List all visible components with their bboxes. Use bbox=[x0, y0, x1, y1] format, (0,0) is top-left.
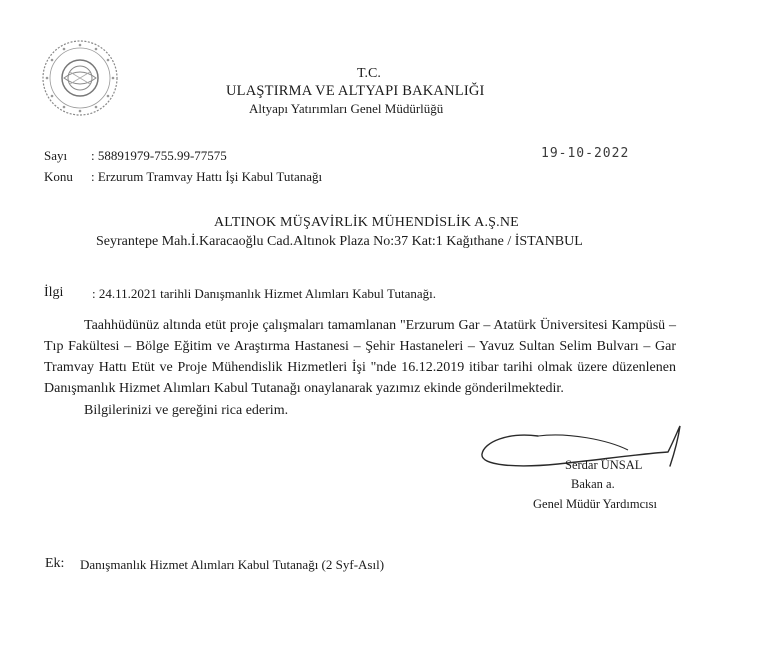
recipient-name: ALTINOK MÜŞAVİRLİK MÜHENDİSLİK A.Ş.NE bbox=[214, 215, 519, 230]
ministry-seal-icon bbox=[40, 38, 120, 118]
ilgi-label: İlgi bbox=[44, 285, 64, 300]
closing-line: Bilgilerinizi ve gereğini rica ederim. bbox=[84, 403, 289, 418]
ministry-title: ULAŞTIRMA VE ALTYAPI BAKANLIĞI bbox=[226, 83, 485, 99]
directorate-title: Altyapı Yatırımları Genel Müdürlüğü bbox=[249, 101, 444, 116]
attachment-label: Ek: bbox=[45, 556, 65, 571]
recipient-address: Seyrantepe Mah.İ.Karacaoğlu Cad.Altınok Plaza No:37 Kat:1 Kağıthane / İSTANBUL bbox=[96, 234, 583, 249]
body-paragraph: Taahhüdünüz altında etüt proje çalışmaları tamamlanan "Erzurum Gar – Atatürk Üniversitesi Kampüsü – Tıp Fakültesi – Bölge Eğitim ve Araştırma Hastanesi – Şehir Hastaneleri – Yavuz Sultan Selim Bulvarı – Gar Tramvay Hattı Etüt ve Proje Mühendislik Hizmetleri İşi "nde 16.12.2019 itibar tarihi olmak üzere düzenlenen Danışmanlık Hizmet Alımları Kabul Tutanağı onaylanarak yazımız ekinde gönderilmektedir. bbox=[44, 318, 676, 396]
signer-title-1: Bakan a. bbox=[571, 477, 615, 491]
ilgi-value: : 24.11.2021 tarihli Danışmanlık Hizmet Alımları Kabul Tutanağı. bbox=[92, 286, 436, 301]
signer-title-2: Genel Müdür Yardımcısı bbox=[533, 497, 657, 511]
attachment-value: Danışmanlık Hizmet Alımları Kabul Tutanağı (2 Syf-Asıl) bbox=[80, 557, 385, 572]
signer-name: Serdar ÜNSAL bbox=[565, 458, 643, 472]
konu-label: Konu bbox=[44, 169, 73, 184]
sayi-label: Sayı bbox=[44, 148, 68, 163]
sayi-value: : 58891979-755.99-77575 bbox=[91, 148, 227, 163]
konu-value: : Erzurum Tramvay Hattı İşi Kabul Tutanağı bbox=[91, 169, 323, 184]
date-stamp: 19-10-2022 bbox=[541, 146, 630, 161]
letter-body bbox=[44, 315, 676, 421]
country-label: T.C. bbox=[357, 66, 381, 81]
